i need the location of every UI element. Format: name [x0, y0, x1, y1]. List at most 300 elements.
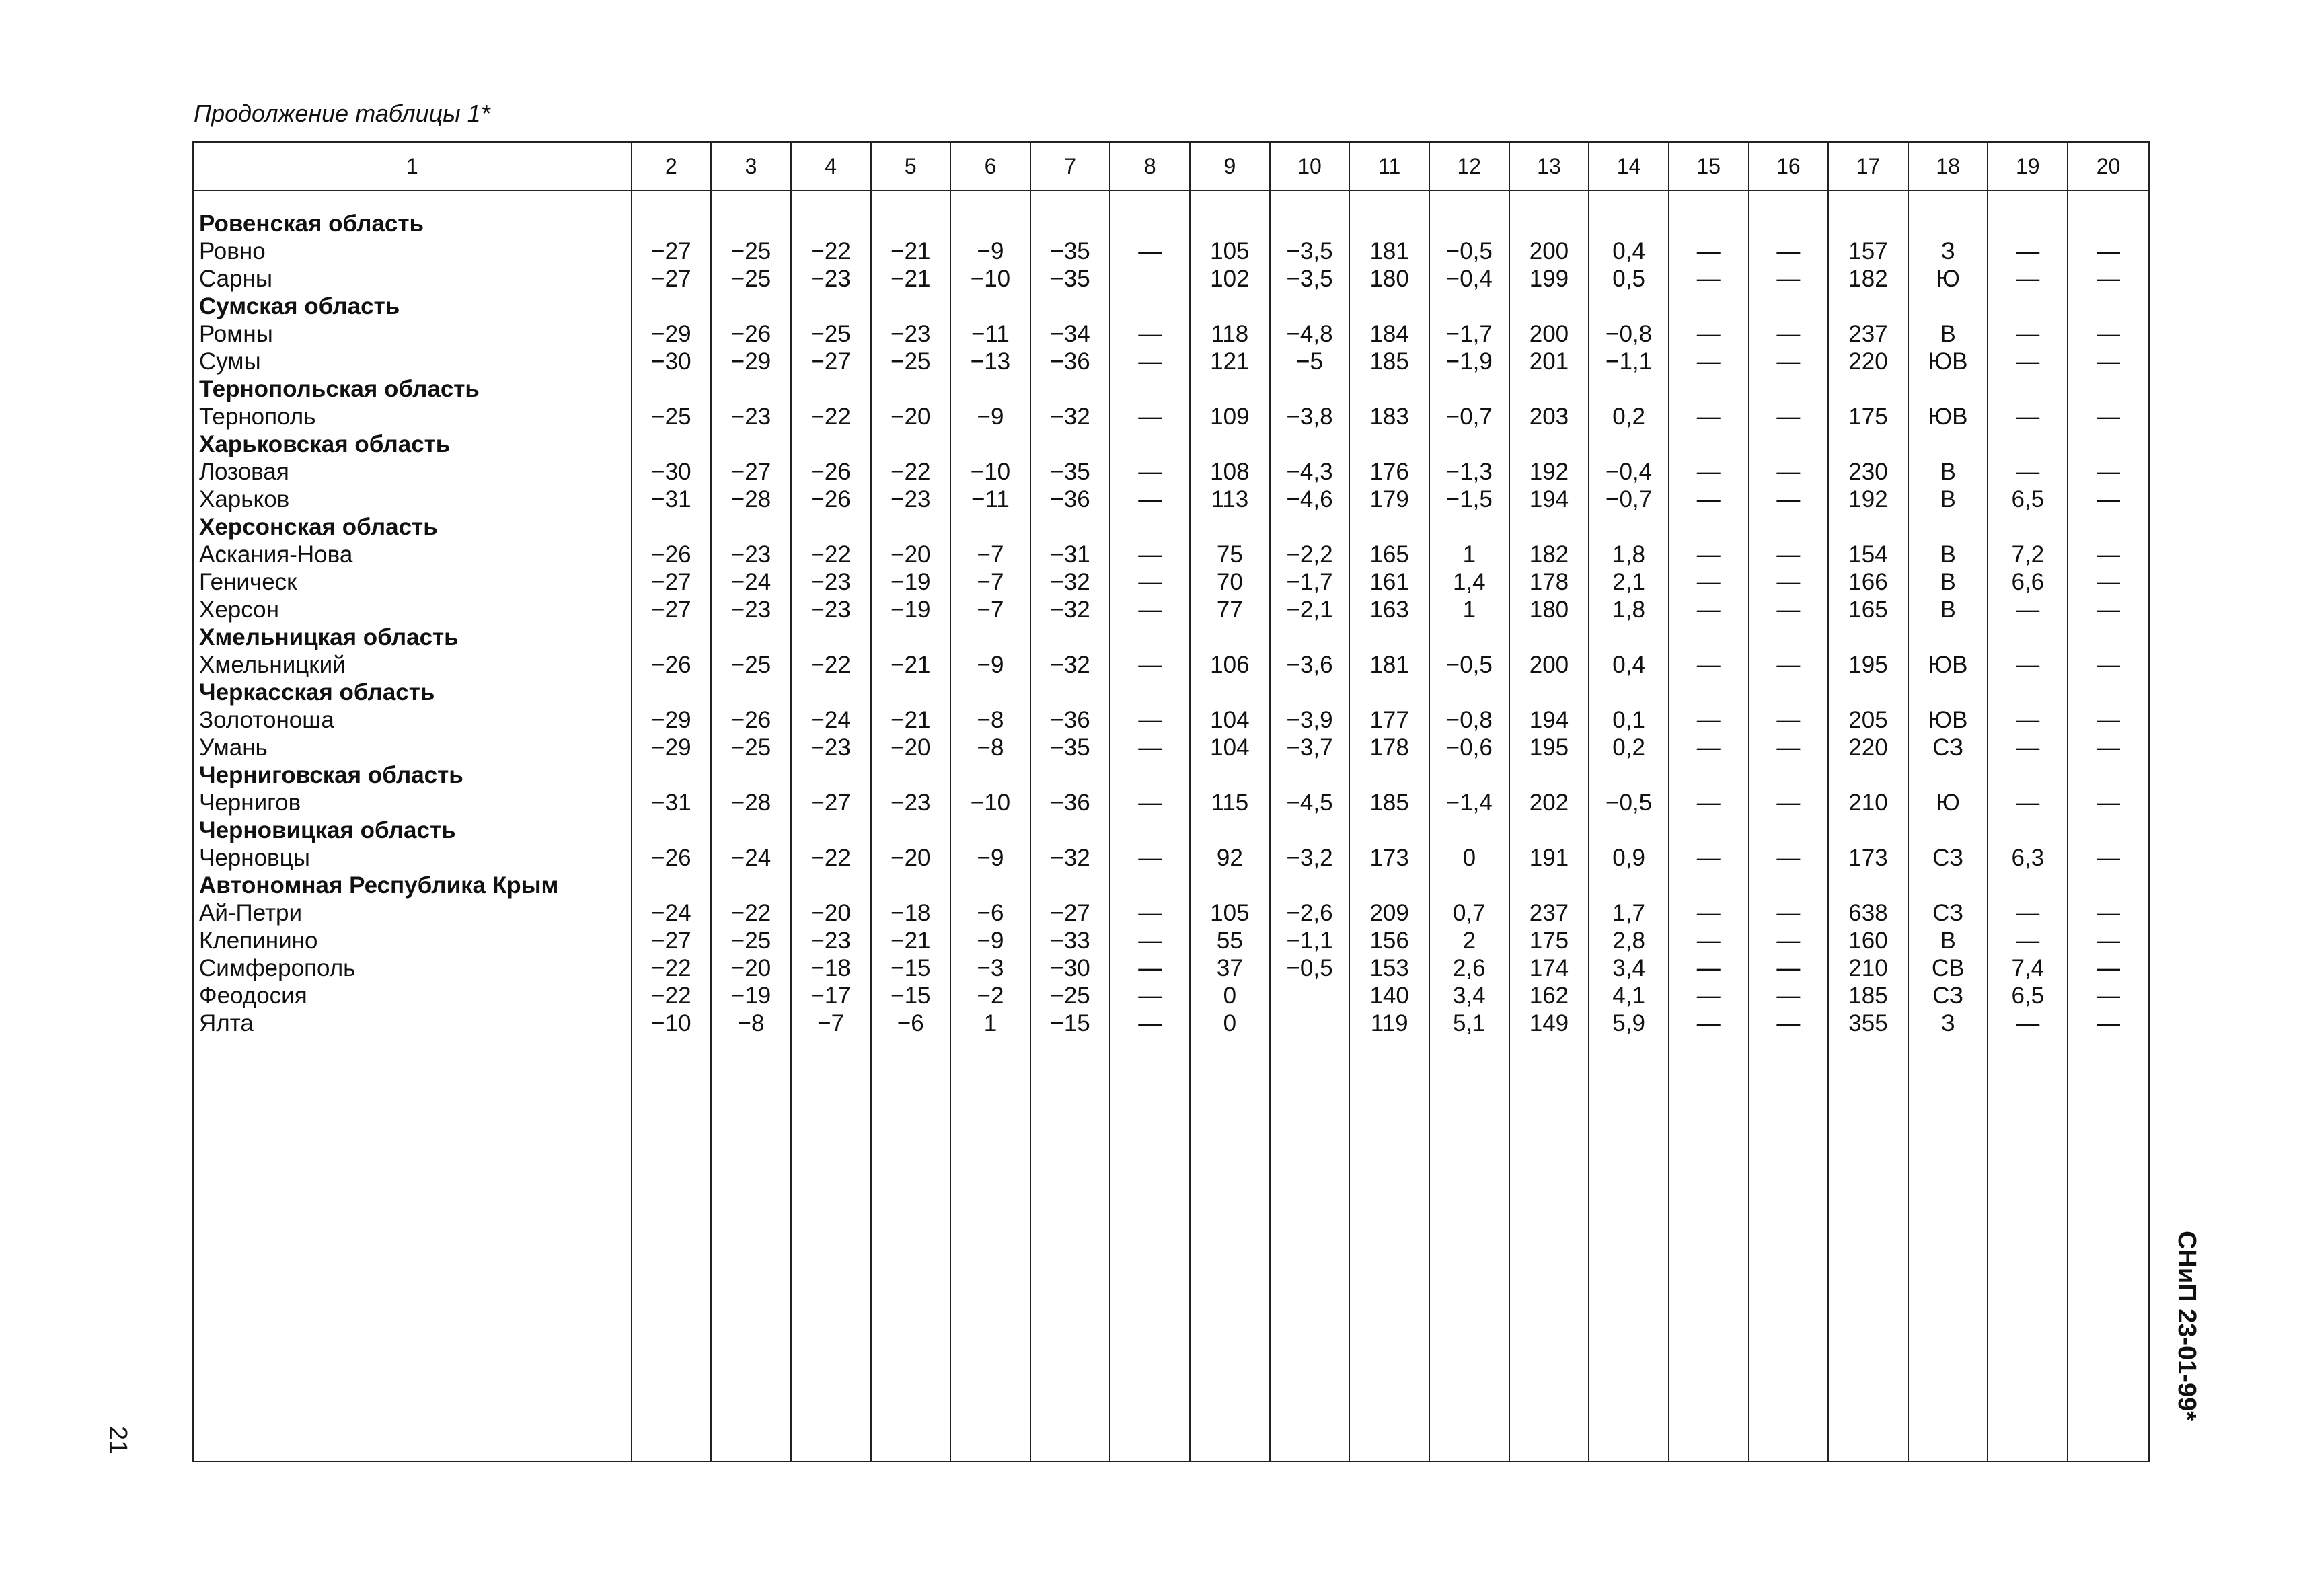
- table-cell: 237: [1848, 321, 1888, 347]
- table-cell: −10: [970, 459, 1011, 485]
- table-cell: −17: [810, 983, 851, 1009]
- table-cell: 0,2: [1612, 404, 1645, 430]
- table-cell: [1669, 623, 1748, 651]
- region-heading: Черкасская область: [199, 679, 435, 706]
- table-cell: —: [2097, 348, 2121, 375]
- table-cell: −24: [651, 900, 691, 926]
- table-cell: 157: [1848, 238, 1888, 264]
- page-number: 21: [104, 1426, 132, 1455]
- table-cell: 203: [1529, 404, 1569, 430]
- table-cell: —: [1776, 983, 1801, 1009]
- table-cell: 118: [1211, 321, 1249, 347]
- value-column: [1190, 190, 1270, 1461]
- table-cell: —: [1776, 955, 1801, 981]
- table-cell: [1829, 623, 1908, 651]
- table-cell: [712, 430, 790, 458]
- table-cell: [1110, 679, 1189, 706]
- table-cell: —: [1776, 486, 1801, 512]
- table-cell: 220: [1848, 734, 1888, 761]
- table-cell: [951, 293, 1030, 320]
- table-cell: −23: [730, 597, 771, 623]
- table-cell: −8: [737, 1010, 765, 1036]
- table-cell: −7: [977, 569, 1004, 595]
- table-cell: 113: [1211, 486, 1249, 512]
- table-cell: [1191, 513, 1269, 541]
- table-cell: −0,7: [1606, 486, 1653, 512]
- table-cell: СЗ: [1932, 983, 1964, 1009]
- table-cell: −1,4: [1445, 790, 1493, 816]
- table-cell: 210: [1848, 790, 1888, 816]
- table-cell: 184: [1369, 321, 1409, 347]
- table-cell: —: [2016, 707, 2040, 733]
- table-cell: [1350, 761, 1429, 789]
- value-column: [871, 190, 951, 1461]
- table-cell: 2,8: [1612, 927, 1645, 954]
- table-cell: −24: [730, 845, 771, 871]
- table-cell: —: [1776, 900, 1801, 926]
- table-cell: −25: [810, 321, 851, 347]
- table-cell: —: [2097, 486, 2121, 512]
- table-cell: [1430, 210, 1509, 237]
- region-heading: Хмельницкая область: [199, 624, 459, 650]
- table-cell: [1110, 375, 1189, 403]
- table-cell: 5,1: [1452, 1010, 1486, 1036]
- table-cell: 173: [1369, 845, 1409, 871]
- table-cell: −29: [651, 707, 691, 733]
- table-cell: −6: [897, 1010, 924, 1036]
- table-cell: 200: [1529, 652, 1569, 678]
- table-cell: [1749, 872, 1828, 899]
- table-cell: [1350, 430, 1429, 458]
- table-cell: [1589, 513, 1668, 541]
- table-cell: [1988, 430, 2067, 458]
- table-cell: [2068, 210, 2148, 237]
- value-column: [1589, 190, 1669, 1461]
- table-cell: −22: [810, 238, 851, 264]
- table-cell: —: [2097, 597, 2121, 623]
- table-cell: 191: [1529, 845, 1569, 871]
- table-cell: −25: [1050, 983, 1090, 1009]
- col-header: 19: [1988, 142, 2068, 190]
- table-cell: [1589, 872, 1668, 899]
- table-cell: [951, 513, 1030, 541]
- table-cell: [1589, 293, 1668, 320]
- table-cell: 6,3: [2011, 845, 2045, 871]
- table-cell: [1510, 872, 1589, 899]
- table-cell: —: [1776, 1010, 1801, 1036]
- table-cell: [1191, 872, 1269, 899]
- table-cell: 195: [1848, 652, 1888, 678]
- table-cell: 0,5: [1612, 266, 1645, 292]
- table-cell: СЗ: [1932, 734, 1964, 761]
- table-cell: −26: [651, 845, 691, 871]
- table-cell: −9: [977, 238, 1004, 264]
- table-cell: 0,7: [1452, 900, 1486, 926]
- table-cell: 119: [1370, 1010, 1408, 1036]
- table-cell: 194: [1529, 486, 1569, 512]
- table-cell: [1031, 375, 1110, 403]
- table-cell: [1749, 293, 1828, 320]
- table-cell: [1988, 293, 2067, 320]
- table-cell: 7,4: [2011, 955, 2045, 981]
- table-cell: −23: [891, 486, 931, 512]
- table-cell: −9: [977, 845, 1004, 871]
- table-cell: −4,5: [1286, 790, 1333, 816]
- value-column: [1669, 190, 1749, 1461]
- table-cell: [1430, 293, 1509, 320]
- city-name: Черновцы: [199, 845, 310, 871]
- table-cell: 183: [1369, 404, 1409, 430]
- table-cell: [1988, 816, 2067, 844]
- col-header: 7: [1030, 142, 1110, 190]
- table-cell: 200: [1529, 321, 1569, 347]
- city-name: Феодосия: [199, 983, 307, 1009]
- value-column: [1429, 190, 1509, 1461]
- value-column: [711, 190, 791, 1461]
- table-cell: —: [1776, 459, 1801, 485]
- col-header: 12: [1429, 142, 1509, 190]
- table-cell: [1909, 623, 1988, 651]
- table-cell: −6: [977, 900, 1004, 926]
- col-header: 2: [632, 142, 712, 190]
- table-cell: 6,5: [2011, 486, 2045, 512]
- table-cell: [1271, 816, 1349, 844]
- table-cell: −32: [1050, 652, 1090, 678]
- table-cell: —: [1696, 790, 1721, 816]
- table-cell: [1829, 761, 1908, 789]
- table-cell: −27: [730, 459, 771, 485]
- table-cell: [1669, 293, 1748, 320]
- table-cell: —: [2016, 348, 2040, 375]
- table-cell: [1271, 430, 1349, 458]
- table-cell: [792, 293, 870, 320]
- value-column: [632, 190, 712, 1461]
- table-cell: −36: [1050, 486, 1090, 512]
- table-cell: −31: [651, 790, 691, 816]
- table-cell: −28: [730, 486, 771, 512]
- table-cell: 1: [983, 1010, 997, 1036]
- table-cell: —: [1696, 459, 1721, 485]
- table-cell: —: [1696, 845, 1721, 871]
- table-cell: [712, 872, 790, 899]
- table-cell: [872, 375, 950, 403]
- table-cell: 176: [1369, 459, 1409, 485]
- table-cell: −35: [1050, 266, 1090, 292]
- table-cell: −22: [810, 845, 851, 871]
- table-cell: 210: [1848, 955, 1888, 981]
- table-cell: −0,4: [1445, 266, 1493, 292]
- table-cell: 3,4: [1612, 955, 1645, 981]
- table-cell: В: [1940, 486, 1956, 512]
- table-cell: [1271, 623, 1349, 651]
- table-cell: [1031, 761, 1110, 789]
- table-cell: —: [2016, 459, 2040, 485]
- table-cell: 105: [1210, 238, 1250, 264]
- table-cell: −0,8: [1445, 707, 1493, 733]
- city-name: Лозовая: [199, 459, 289, 485]
- table-cell: —: [1776, 927, 1801, 954]
- table-cell: [1031, 872, 1110, 899]
- table-cell: [1191, 375, 1269, 403]
- table-cell: [1829, 430, 1908, 458]
- table-cell: [632, 430, 711, 458]
- table-cell: [632, 513, 711, 541]
- table-cell: 174: [1529, 955, 1569, 981]
- table-cell: —: [1776, 707, 1801, 733]
- table-cell: −26: [651, 652, 691, 678]
- table-cell: 105: [1210, 900, 1250, 926]
- table-cell: 0: [1223, 1010, 1237, 1036]
- city-name: Ромны: [199, 321, 273, 347]
- region-heading: Херсонская область: [199, 514, 438, 540]
- table-cell: [1191, 210, 1269, 237]
- table-cell: —: [2097, 734, 2121, 761]
- table-cell: [1669, 816, 1748, 844]
- table-cell: —: [2016, 900, 2040, 926]
- table-cell: [1909, 513, 1988, 541]
- table-cell: 201: [1529, 348, 1569, 375]
- table-cell: 0,9: [1612, 845, 1645, 871]
- climate-table: [192, 141, 2150, 1462]
- table-cell: 37: [1216, 955, 1243, 981]
- table-cell: [1350, 872, 1429, 899]
- table-cell: [1988, 679, 2067, 706]
- table-cell: −3,5: [1286, 266, 1333, 292]
- table-cell: −2,1: [1286, 597, 1333, 623]
- table-cell: 220: [1848, 348, 1888, 375]
- table-cell: [1749, 375, 1828, 403]
- col-header: 20: [2068, 142, 2149, 190]
- table-cell: −0,7: [1445, 404, 1493, 430]
- location-column: [193, 190, 632, 1461]
- table-cell: [1191, 816, 1269, 844]
- table-cell: —: [1696, 927, 1721, 954]
- table-cell: [1350, 375, 1429, 403]
- table-cell: —: [1138, 707, 1162, 733]
- table-cell: [1829, 375, 1908, 403]
- table-cell: −10: [970, 790, 1011, 816]
- table-cell: 6,6: [2011, 569, 2045, 595]
- table-cell: −8: [977, 734, 1004, 761]
- table-cell: [1909, 816, 1988, 844]
- table-cell: −1,3: [1445, 459, 1493, 485]
- table-cell: [1271, 761, 1349, 789]
- city-name: Херсон: [199, 597, 279, 623]
- table-cell: −1,5: [1445, 486, 1493, 512]
- table-cell: —: [1138, 734, 1162, 761]
- table-cell: [872, 872, 950, 899]
- table-cell: [712, 513, 790, 541]
- table-cell: —: [1138, 1010, 1162, 1036]
- table-cell: [1271, 513, 1349, 541]
- table-cell: 108: [1210, 459, 1250, 485]
- header-row: [193, 142, 2149, 190]
- table-cell: −36: [1050, 707, 1090, 733]
- table-cell: —: [2097, 238, 2121, 264]
- table-cell: 115: [1211, 790, 1249, 816]
- table-cell: −33: [1050, 927, 1090, 954]
- table-cell: [1031, 679, 1110, 706]
- table-cell: −7: [817, 1010, 845, 1036]
- table-cell: —: [1776, 652, 1801, 678]
- table-cell: −27: [651, 569, 691, 595]
- table-cell: —: [1138, 348, 1162, 375]
- table-cell: [1909, 679, 1988, 706]
- table-cell: —: [2016, 321, 2040, 347]
- table-cell: −1,1: [1286, 927, 1333, 954]
- table-cell: −23: [810, 266, 851, 292]
- table-cell: —: [2097, 321, 2121, 347]
- table-cell: [1191, 293, 1269, 320]
- table-cell: [632, 761, 711, 789]
- table-cell: [1271, 210, 1349, 237]
- table-cell: —: [2016, 597, 2040, 623]
- table-cell: 185: [1369, 348, 1409, 375]
- table-cell: −3,9: [1286, 707, 1333, 733]
- table-cell: [1510, 623, 1589, 651]
- table-cell: −0,6: [1445, 734, 1493, 761]
- table-cell: —: [2016, 238, 2040, 264]
- table-cell: −8: [977, 707, 1004, 733]
- table-cell: 0,2: [1612, 734, 1645, 761]
- table-cell: [1988, 375, 2067, 403]
- table-cell: −4,3: [1286, 459, 1333, 485]
- table-cell: [1191, 679, 1269, 706]
- table-cell: В: [1940, 927, 1956, 954]
- table-cell: 181: [1369, 238, 1409, 264]
- value-column: [1030, 190, 1110, 1461]
- value-column: [1988, 190, 2068, 1461]
- table-cell: 55: [1216, 927, 1243, 954]
- table-cell: −11: [971, 321, 1010, 347]
- table-cell: −35: [1050, 238, 1090, 264]
- table-cell: −21: [891, 266, 931, 292]
- table-cell: 199: [1529, 266, 1569, 292]
- col-header: 9: [1190, 142, 1270, 190]
- table-cell: −0,4: [1606, 459, 1653, 485]
- table-cell: З: [1940, 1010, 1955, 1036]
- table-cell: [1271, 679, 1349, 706]
- table-cell: ЮВ: [1928, 404, 1968, 430]
- table-cell: 237: [1529, 900, 1569, 926]
- table-cell: [1909, 761, 1988, 789]
- table-cell: −9: [977, 652, 1004, 678]
- table-cell: 0,1: [1612, 707, 1645, 733]
- col-header: 14: [1589, 142, 1669, 190]
- table-cell: [1829, 293, 1908, 320]
- table-cell: [1510, 679, 1589, 706]
- region-heading: Тернопольская область: [199, 376, 480, 402]
- table-cell: [712, 375, 790, 403]
- table-cell: —: [2097, 955, 2121, 981]
- table-cell: [1350, 210, 1429, 237]
- table-cell: —: [1696, 955, 1721, 981]
- table-cell: [1510, 761, 1589, 789]
- table-cell: [951, 761, 1030, 789]
- table-cell: [1031, 623, 1110, 651]
- table-cell: 180: [1529, 597, 1569, 623]
- table-cell: 3,4: [1452, 983, 1486, 1009]
- table-cell: [1350, 816, 1429, 844]
- table-cell: −18: [891, 900, 931, 926]
- table-cell: [1909, 872, 1988, 899]
- table-cell: [1988, 872, 2067, 899]
- city-name: Аскания-Нова: [199, 541, 353, 568]
- table-cell: [1350, 293, 1429, 320]
- table-cell: [1350, 623, 1429, 651]
- table-cell: 7,2: [2011, 541, 2045, 568]
- table-cell: [1110, 210, 1189, 237]
- table-cell: [1271, 293, 1349, 320]
- table-cell: 177: [1369, 707, 1409, 733]
- table-cell: [1110, 430, 1189, 458]
- table-cell: 178: [1529, 569, 1569, 595]
- table-cell: −15: [891, 955, 931, 981]
- table-cell: —: [2097, 707, 2121, 733]
- table-cell: −28: [730, 790, 771, 816]
- table-cell: 106: [1210, 652, 1250, 678]
- table-cell: [1589, 375, 1668, 403]
- table-cell: [1589, 210, 1668, 237]
- table-cell: −35: [1050, 459, 1090, 485]
- value-column: [791, 190, 871, 1461]
- table-cell: 1,7: [1612, 900, 1645, 926]
- table-cell: [1589, 430, 1668, 458]
- table-cell: —: [2097, 652, 2121, 678]
- table-cell: [792, 210, 870, 237]
- city-name: Геническ: [199, 569, 297, 595]
- table-cell: В: [1940, 597, 1956, 623]
- table-cell: −0,5: [1445, 238, 1493, 264]
- table-cell: −24: [730, 569, 771, 595]
- table-cell: [1271, 982, 1349, 1010]
- value-column: [1509, 190, 1589, 1461]
- table-cell: [1110, 513, 1189, 541]
- table-cell: 2,6: [1452, 955, 1486, 981]
- table-cell: −4,8: [1286, 321, 1333, 347]
- table-cell: 2: [1462, 927, 1476, 954]
- table-cell: —: [1138, 790, 1162, 816]
- value-column: [1828, 190, 1908, 1461]
- region-heading: Ровенская область: [199, 211, 424, 237]
- table-cell: [951, 816, 1030, 844]
- table-cell: —: [1776, 734, 1801, 761]
- table-cell: −20: [891, 734, 931, 761]
- table-cell: −27: [651, 266, 691, 292]
- table-cell: З: [1940, 238, 1955, 264]
- table-cell: −0,8: [1606, 321, 1653, 347]
- table-cell: —: [1696, 900, 1721, 926]
- table-cell: 92: [1216, 845, 1243, 871]
- table-cell: ЮВ: [1928, 652, 1968, 678]
- table-cell: −0,5: [1445, 652, 1493, 678]
- table-cell: [2068, 679, 2148, 706]
- table-cell: —: [1776, 348, 1801, 375]
- table-cell: [1430, 623, 1509, 651]
- table-cell: [1829, 816, 1908, 844]
- table-cell: [1589, 816, 1668, 844]
- table-cell: −23: [810, 597, 851, 623]
- table-cell: −26: [810, 459, 851, 485]
- table-cell: [792, 816, 870, 844]
- table-cell: [2068, 872, 2148, 899]
- city-name: Ай-Петри: [199, 900, 303, 926]
- table-cell: 638: [1848, 900, 1888, 926]
- table-cell: [1430, 430, 1509, 458]
- table-cell: 165: [1848, 597, 1888, 623]
- table-cell: [951, 210, 1030, 237]
- table-cell: 162: [1529, 983, 1569, 1009]
